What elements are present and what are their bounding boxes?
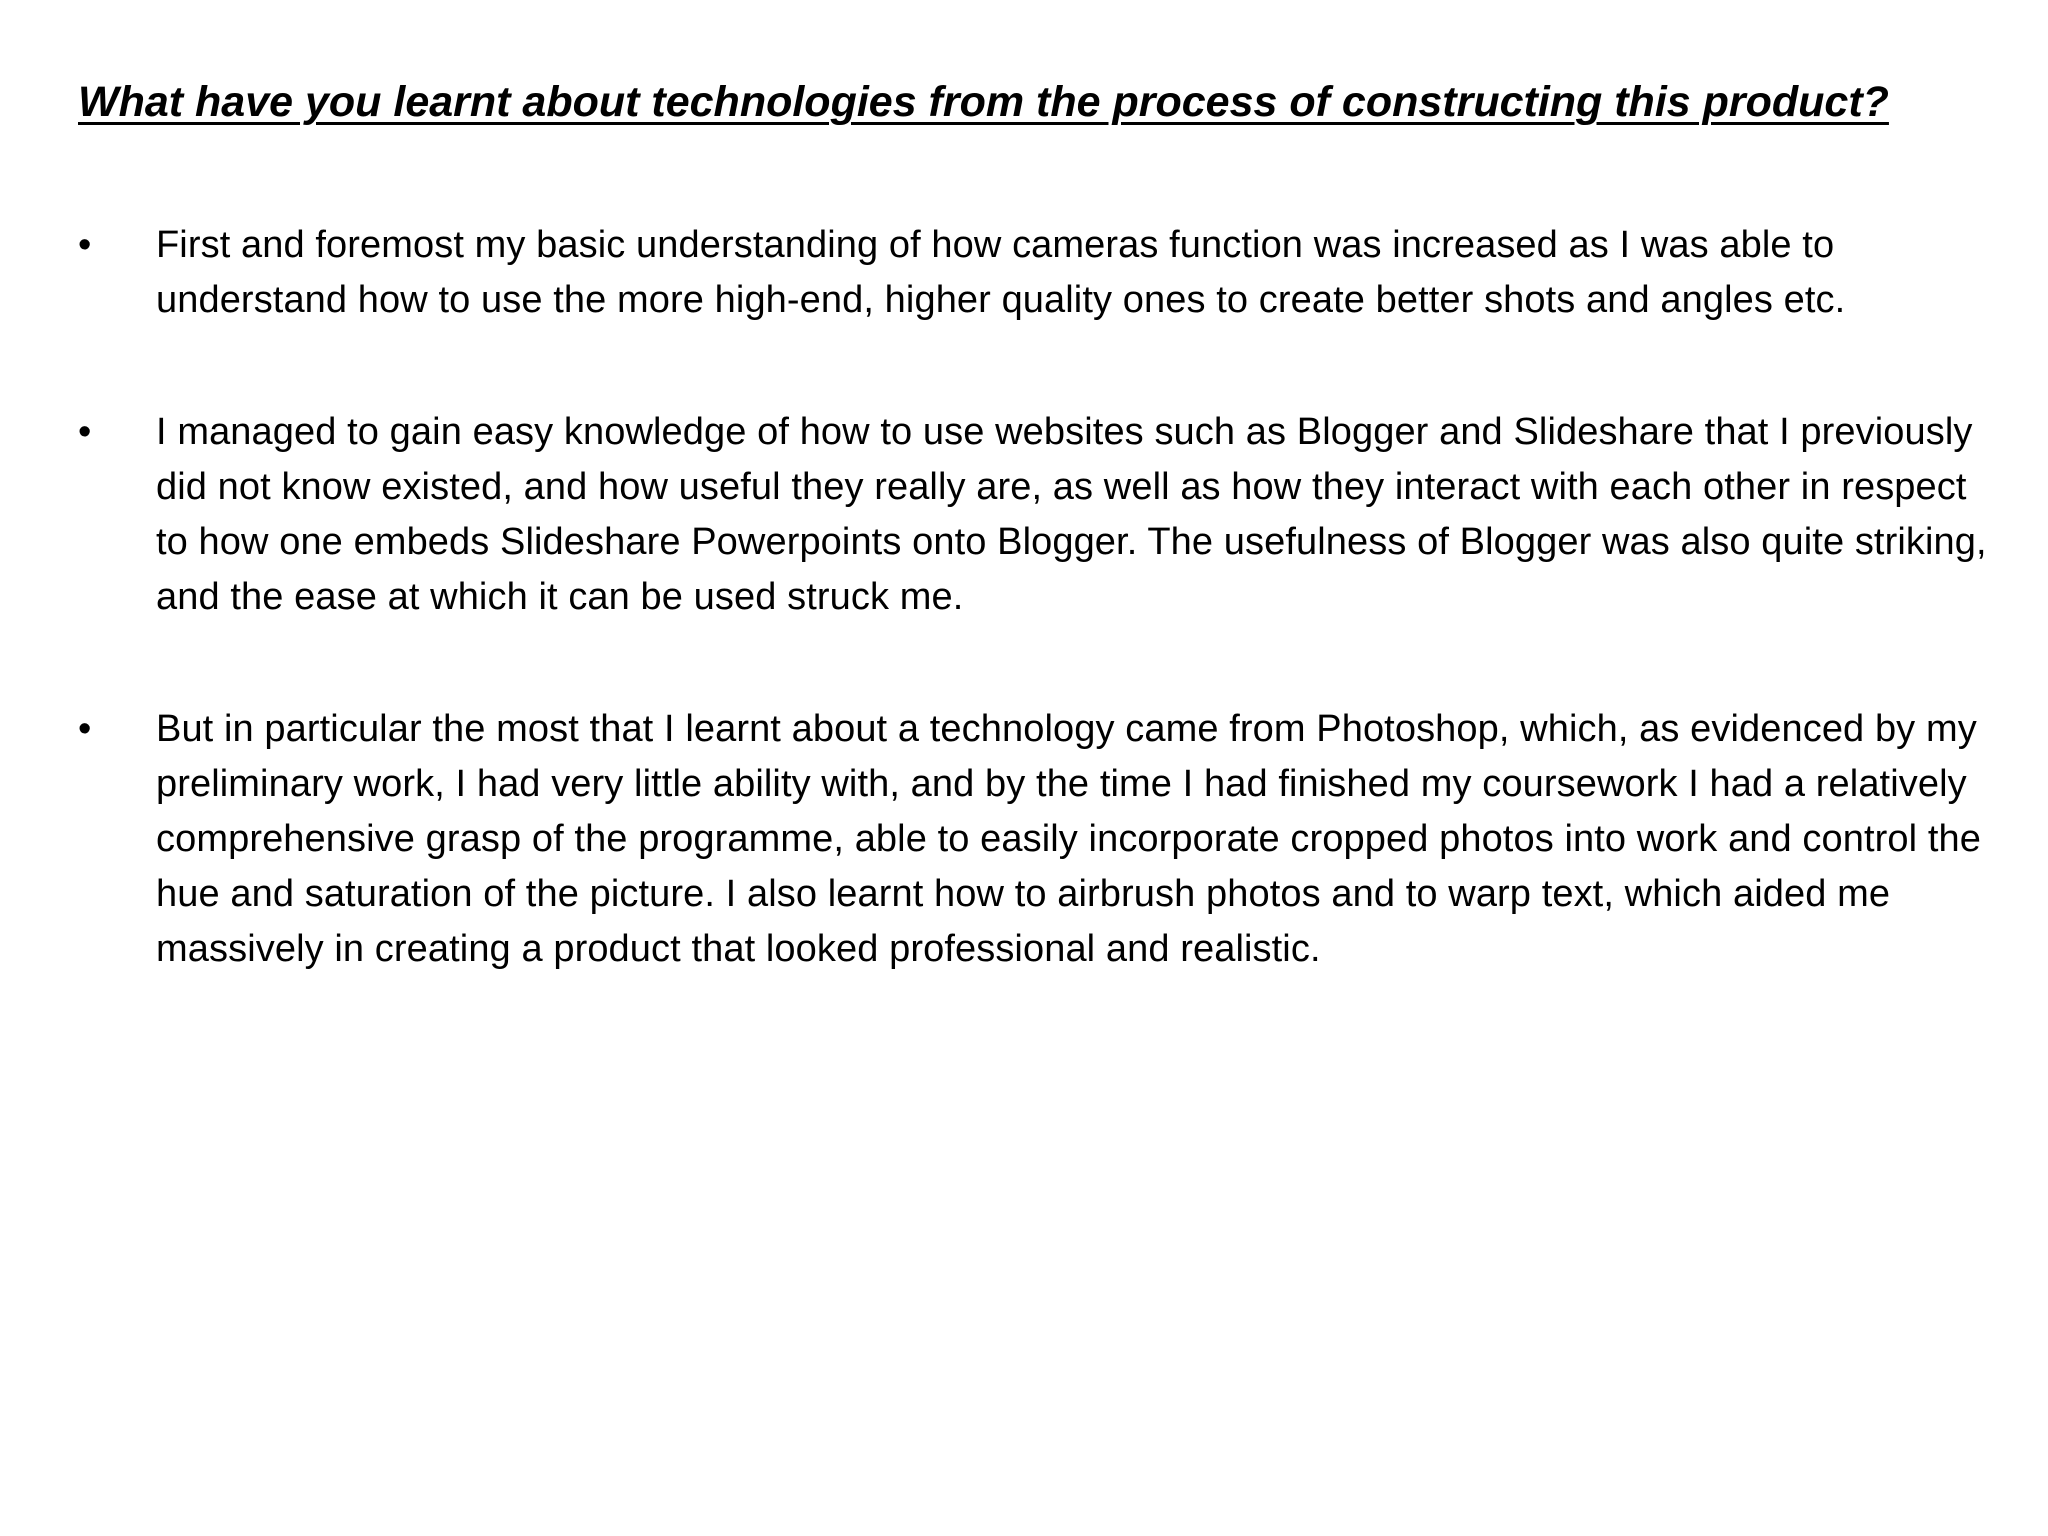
bullet-text-3: But in particular the most that I learnt about a technology came from Photoshop, which, as evidenced by my preliminary work, I had very little ability with, and by the time I had finished my coursework I had a relatively comprehensive grasp of the programme, able to easily incorporate cropped photos into work and control the hue and saturation of the picture. I also learnt how to airbrush photos and to warp text, which aided me massively in creating a product that looked professional and realistic. (156, 708, 1981, 970)
bullet-item-2 (78, 405, 1998, 625)
bullet-list (78, 218, 1998, 977)
bullet-item-1 (78, 218, 1998, 328)
bullet-icon: • (78, 224, 92, 266)
bullet-text-2: I managed to gain easy knowledge of how to use websites such as Blogger and Slideshare that I previously did not know existed, and how useful they really are, as well as how they interact with each other in respect to how one embeds Slideshare Powerpoints onto Blogger. The usefulness of Blogger was also quite striking, and the ease at which it can be used struck me. (156, 411, 1987, 618)
bullet-icon: • (78, 411, 92, 453)
bullet-item-3 (78, 702, 1998, 977)
bullet-text-1: First and foremost my basic understanding of how cameras function was increased as I was able to understand how to use the more high-end, higher quality ones to create better shots and angles etc. (156, 224, 1846, 321)
slide-title: What have you learnt about technologies from the process of constructing this product? (78, 78, 1889, 126)
bullet-icon: • (78, 708, 92, 750)
